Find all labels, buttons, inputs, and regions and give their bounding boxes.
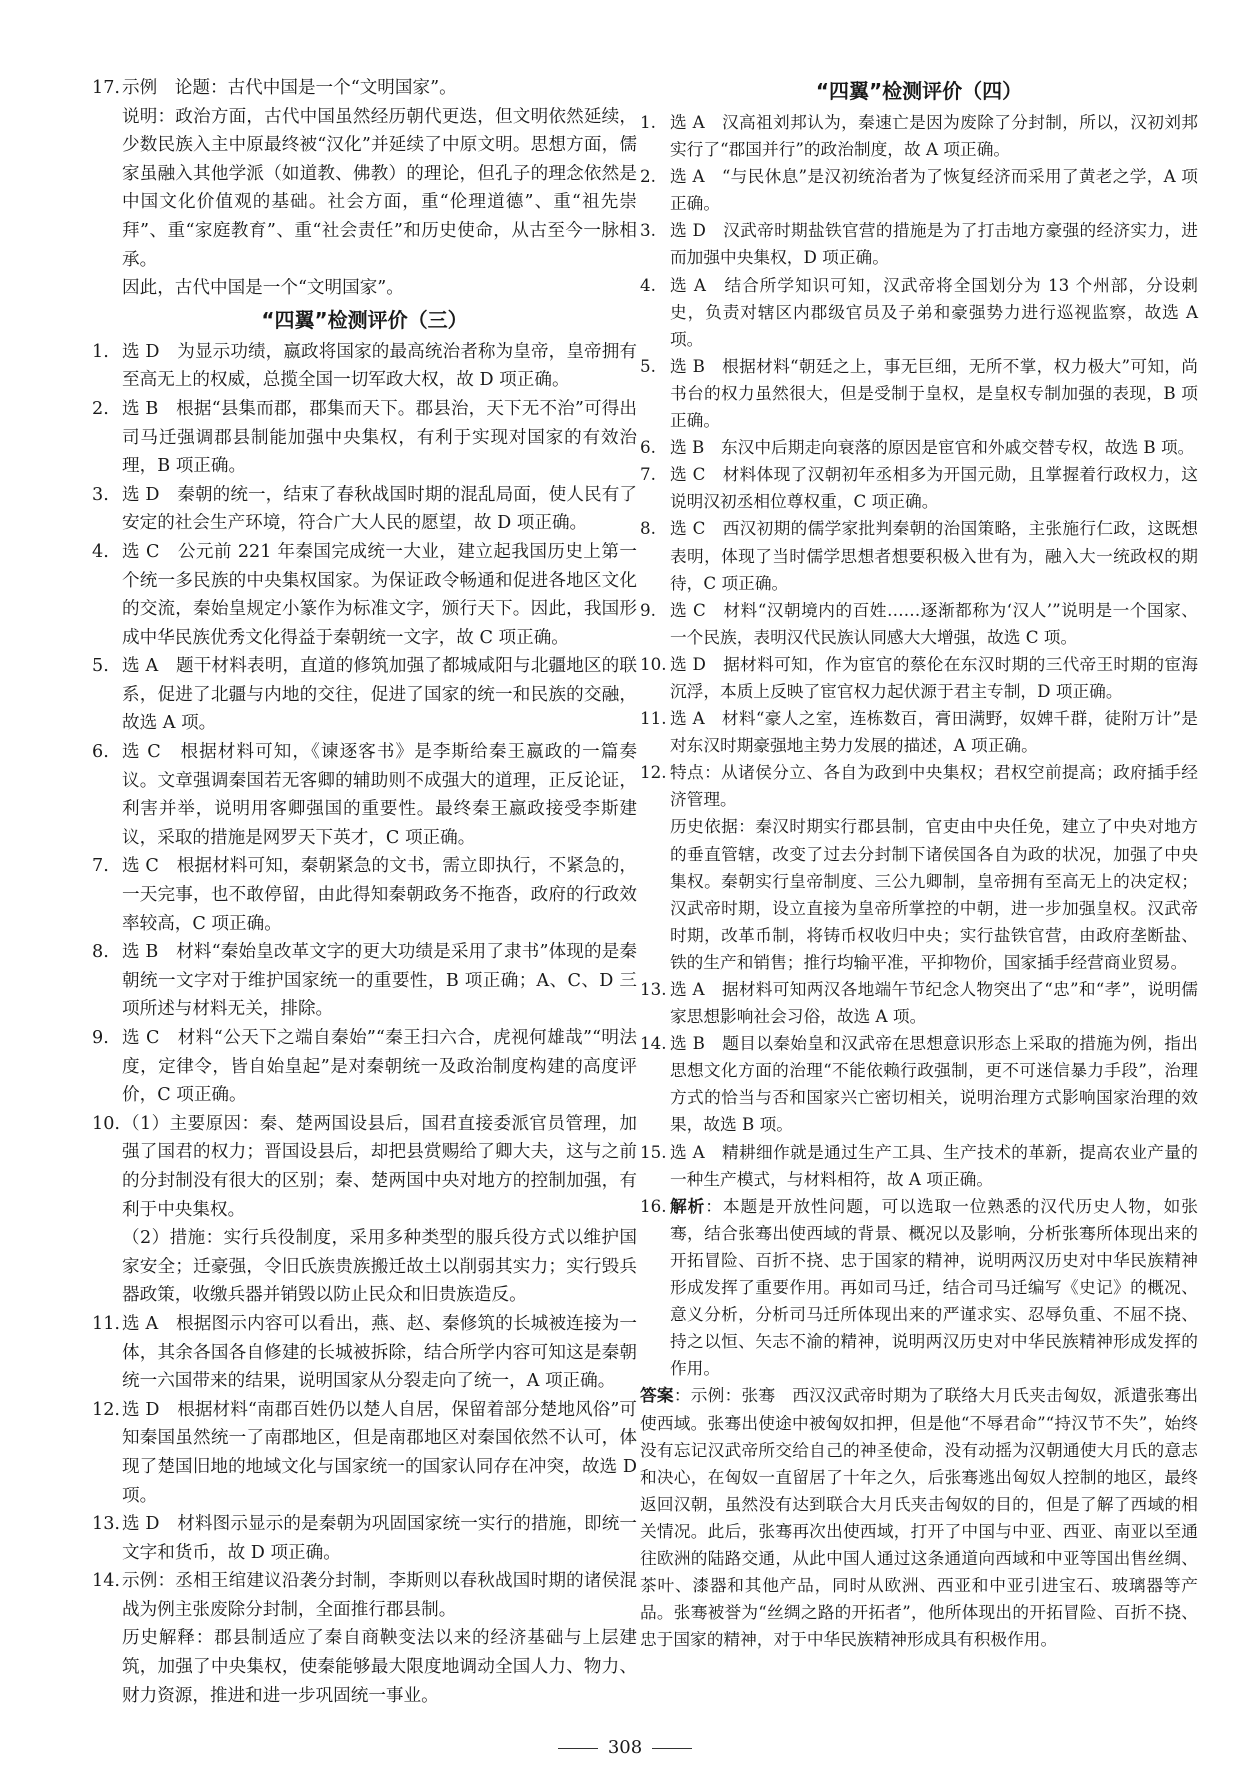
- answer-item: [92, 1396, 637, 1510]
- item-number: 14.: [92, 1571, 120, 1592]
- answer-list-3b: [92, 1310, 637, 1567]
- item-text: 选 D 汉武帝时期盐铁官营的措施是为了打击地方豪强的经济实力，进而加强中央集权，D 项正确。: [670, 220, 1198, 268]
- answer-r16: [640, 1193, 1198, 1383]
- item-number: 4.: [640, 274, 656, 295]
- answer-17-heading: 示例 论题：古代中国是一个“文明国家”。: [122, 78, 457, 98]
- answer-r12-features: 特点：从诸侯分立、各自为政到中央集权；君权空前提高；政府插手经济管理。: [670, 762, 1198, 810]
- item-text: 选 B 题目以秦始皇和汉武帝在思想意识形态上采取的措施为例，指出思想文化方面的治理“不能依赖行政强制，更不可迷信暴力手段”，治理方式的恰当与否和国家兴亡密切相关，说明治理方式影响国家治理的效果，故选 B 项。: [670, 1033, 1198, 1135]
- answer-17-conclusion: 因此，古代中国是一个“文明国家”。: [122, 278, 404, 299]
- left-column: [92, 74, 637, 1710]
- item-text: 选 C 材料“公天下之端自秦始”“秦王扫六合，虎视何雄哉”“明法度，定律令，皆自始皇起”是对秦朝统一及政治制度构建的高度评价，C 项正确。: [122, 1028, 637, 1106]
- analysis-label: 解析: [670, 1195, 706, 1216]
- answer-item: [640, 515, 1198, 596]
- item-text: 选 C 公元前 221 年秦国完成统一大业，建立起我国历史上第一个统一多民族的中央集权国家。为保证政令畅通和促进各地区文化的交流，秦始皇规定小篆作为标准文字，颁行天下。因此，我国形成中华民族优秀文化得益于秦朝统一文字，故 C 项正确。: [122, 541, 637, 648]
- item-number: 8.: [640, 518, 656, 539]
- item-number: 13.: [92, 1514, 120, 1535]
- answer-item: [92, 481, 637, 538]
- item-number: 9.: [92, 1028, 109, 1048]
- answer-item: [640, 217, 1198, 271]
- item-number: 7.: [92, 856, 109, 877]
- answer-item: [640, 976, 1198, 1030]
- page-number: [0, 1737, 1250, 1758]
- answer-item: [640, 597, 1198, 651]
- item-text: 选 A 材料“豪人之室，连栋数百，膏田满野，奴婢千群，徒附万计”是对东汉时期豪强地主势力发展的描述，A 项正确。: [670, 708, 1198, 756]
- item-text: 选 C 根据材料可知，《谏逐客书》是李斯给秦王嬴政的一篇奏议。文章强调秦国若无客卿的辅助则不成强大的道理，正反论证，利害并举，说明用客卿强国的重要性。最终秦王嬴政接受李斯建议，采取的措施是网罗天下英才，C 项正确。: [122, 742, 637, 848]
- item-text: 选 B 材料“秦始皇改革文字的更大功绩是采用了隶书”体现的是秦朝统一文字对于维护国家统一的重要性，B 项正确；A、C、D 三项所述与材料无关，排除。: [122, 942, 637, 1020]
- analysis-text: ：本题是开放性问题，可以选取一位熟悉的汉代历史人物，如张骞，结合张骞出使西域的背景、概况以及影响，分析张骞所体现出来的开拓冒险、百折不挠、忠于国家的精神，说明两汉历史对中华民族精神形成发挥了重要作用。再如司马迁，结合司马迁编写《史记》的概况、意义分析，分析司马迁所体现出来的严谨求实、忍辱负重、不屈不挠、持之以恒、矢志不渝的精神，说明两汉历史对中华民族精神形成发挥的作用。: [670, 1195, 1198, 1379]
- page-rule-left: [558, 1748, 598, 1749]
- item-text: 选 A 汉高祖刘邦认为，秦速亡是因为废除了分封制，所以，汉初刘邦实行了“郡国并行”的政治制度，故 A 项正确。: [670, 112, 1198, 160]
- item-number: 5.: [92, 656, 109, 677]
- item-text: 选 D 秦朝的统一，结束了春秋战国时期的混乱局面，使人民有了安定的社会生产环境，符合广大人民的愿望，故 D 项正确。: [122, 484, 637, 534]
- answer-item: [640, 353, 1198, 434]
- answer-item: [640, 651, 1198, 705]
- answer-item: [92, 338, 637, 395]
- item-number: 9.: [640, 599, 656, 620]
- answer-14: [92, 1567, 637, 1710]
- answer-item: [92, 938, 637, 1024]
- answer-14-example: 示例：丞相王绾建议沿袭分封制，李斯则以春秋战国时期的诸侯混战为例主张废除分封制，全面推行郡县制。: [122, 1571, 637, 1620]
- answer-14-explanation: 历史解释：郡县制适应了秦自商鞅变法以来的经济基础与上层建筑，加强了中央集权，使秦能够最大限度地调动全国人力、物力、财力资源，推进和进一步巩固统一事业。: [122, 1628, 637, 1706]
- item-text: 选 B 根据材料“朝廷之上，事无巨细，无所不掌，权力极大”可知，尚书台的权力虽然很大，但是受制于皇权，是皇权专制加强的表现，B 项正确。: [670, 355, 1198, 431]
- answer-item: [92, 852, 637, 938]
- item-text: 选 C 材料“汉朝境内的百姓……逐渐都称为‘汉人’”说明是一个国家、一个民族，表明汉代民族认同感大大增强，故选 C 项。: [670, 599, 1198, 647]
- answer-10-part-1: （1）主要原因：秦、楚两国设县后，国君直接委派官员管理，加强了国君的权力；晋国设县后，却把县赏赐给了卿大夫，这与之前的分封制没有很大的区别；秦、楚两国中央对地方的控制加强，有利于中央集权。: [122, 1113, 637, 1220]
- answer-10-part-2: （2）措施：实行兵役制度，采用多种类型的服兵役方式以维护国家安全；迁豪强，令旧氏族贵族搬迁故土以削弱其实力；实行毁兵器政策，收缴兵器并销毁以防止民众和旧贵族造反。: [122, 1228, 637, 1306]
- page-number-text: 308: [607, 1737, 643, 1758]
- answer-text: ：示例：张骞 西汉汉武帝时期为了联络大月氏夹击匈奴，派遣张骞出使西域。张骞出使途中被匈奴扣押，但是他“不辱君命”“持汉节不失”，始终没有忘记汉武帝所交给自己的神圣使命，没有动摇为汉朝通使大月氏的意志和决心，在匈奴一直留居了十年之久，后张骞逃出匈奴人控制的地区，最终返回汉朝，虽然没有达到联合大月氏夹击匈奴的目的，但是了解了西域的相关情况。此后，张骞再次出使西域，打开了中国与中亚、西亚、南亚以至通往欧洲的陆路交通，从此中国人通过这条通道向西域和中亚等国出售丝绸、茶叶、漆器和其他产品，同时从欧洲、西亚和中亚引进宝石、玻璃器等产品。张骞被誉为“丝绸之路的开拓者”，他所体现出的开拓冒险、百折不挠、忠于国家的精神，对于中华民族精神形成具有积极作用。: [640, 1385, 1199, 1650]
- item-number: 12.: [92, 1399, 120, 1420]
- section-heading-3: “四翼”检测评价（三）: [261, 307, 468, 332]
- answer-item: [92, 1310, 637, 1396]
- item-number: 1.: [92, 341, 109, 362]
- answer-item: [92, 1024, 637, 1110]
- item-number: 6.: [640, 437, 656, 458]
- section-heading-4: “四翼”检测评价（四）: [815, 79, 1023, 103]
- answer-item: [640, 163, 1198, 217]
- answer-item: [640, 461, 1198, 515]
- item-text: 选 B 根据“县集而郡，郡集而天下。郡县治，天下无不治”可得出司马迁强调郡县制能加强中央集权，有利于实现对国家的有效治理，B 项正确。: [122, 398, 637, 477]
- item-text: 选 A 根据图示内容可以看出，燕、赵、秦修筑的长城被连接为一体，其余各国各自修建的长城被拆除，结合所学内容可知这是秦朝统一六国带来的结果，说明国家从分裂走向了统一，A 项正确。: [122, 1313, 637, 1392]
- item-number: 3.: [92, 484, 109, 505]
- answer-item: [92, 1510, 637, 1567]
- answer-item: [640, 272, 1198, 353]
- right-column: [640, 74, 1198, 1653]
- item-number: 10.: [92, 1113, 120, 1134]
- item-text: 选 D 材料图示显示的是秦朝为巩固国家统一实行的措施，即统一文字和货币，故 D 项正确。: [122, 1514, 637, 1563]
- item-text: 选 A “与民休息”是汉初统治者为了恢复经济而采用了黄老之学，A 项正确。: [670, 166, 1198, 214]
- item-text: 选 A 题干材料表明，直道的修筑加强了都城咸阳与北疆地区的联系，促进了北疆与内地的交往，促进了国家的统一和民族的交融，故选 A 项。: [122, 656, 637, 734]
- item-number: 4.: [92, 541, 109, 562]
- answer-item: [92, 738, 637, 852]
- answer-r12: [640, 759, 1198, 976]
- page-rule-right: [652, 1748, 692, 1749]
- answer-list-4b: [640, 976, 1198, 1193]
- answer-item: [92, 652, 637, 738]
- item-text: 选 D 根据材料“南郡百姓仍以楚人自居，保留着部分楚地风俗”可知秦国虽然统一了南郡地区，但是南郡地区对秦国依然不认可，体现了楚国旧地的地域文化与国家统一的国家认同存在冲突，故选 D 项。: [122, 1399, 637, 1506]
- answer-r16-answer: [640, 1382, 1198, 1653]
- item-number: 14.: [640, 1033, 667, 1054]
- item-number: 11.: [92, 1313, 120, 1334]
- item-text: 选 D 据材料可知，作为宦官的蔡伦在东汉时期的三代帝王时期的宦海沉浮，本质上反映了宦官权力起伏源于君主专制，D 项正确。: [670, 653, 1198, 701]
- answer-item: [640, 434, 1198, 461]
- item-number: 16.: [640, 1195, 667, 1216]
- answer-10: [92, 1110, 637, 1310]
- item-number: 2.: [640, 166, 656, 187]
- answer-r12-evidence: 历史依据：秦汉时期实行郡县制，官吏由中央任免，建立了中央对地方的垂直管辖，改变了过去分封制下诸侯国各自为政的状况，加强了中央集权。秦朝实行皇帝制度、三公九卿制，皇帝拥有至高无上的决定权；汉武帝时期，设立直接为皇帝所掌控的中朝，进一步加强皇权。汉武帝时期，改革币制，将铸币权收归中央；实行盐铁官营，由政府垄断盐、铁的生产和销售；推行均输平准，平抑物价，国家插手经营商业贸易。: [670, 816, 1198, 972]
- answer-item: [640, 1030, 1198, 1138]
- item-number: 1.: [640, 112, 656, 132]
- item-text: 选 C 根据材料可知，秦朝紧急的文书，需立即执行，不紧急的，一天完事，也不敢停留，由此得知秦朝政务不拖沓，政府的行政效率较高，C 项正确。: [122, 856, 637, 934]
- item-text: 选 D 为显示功绩，嬴政将国家的最高统治者称为皇帝，皇帝拥有至高无上的权威，总揽全国一切军政大权，故 D 项正确。: [122, 341, 637, 391]
- answer-label: 答案: [640, 1385, 674, 1406]
- item-number: 5.: [640, 355, 656, 376]
- item-text: 选 A 结合所学知识可知，汉武帝将全国划分为 13 个州部，分设刺史，负责对辖区内郡级官员及子弟和豪强势力进行巡视监察，故选 A 项。: [670, 274, 1198, 349]
- item-text: 选 C 材料体现了汉朝初年丞相多为开国元勋，且掌握着行政权力，这说明汉初丞相位尊权重，C 项正确。: [670, 464, 1198, 512]
- item-number: 11.: [640, 708, 667, 729]
- item-number: 13.: [640, 979, 667, 999]
- item-text: 选 C 西汉初期的儒学家批判秦朝的治国策略，主张施行仁政，这既想表明，体现了当时儒学思想者想要积极入世有为，融入大一统政权的期待，C 项正确。: [670, 518, 1198, 593]
- answer-17: [92, 74, 637, 303]
- answer-r16-analysis: [670, 1193, 1198, 1383]
- item-number: 10.: [640, 653, 667, 674]
- item-number: 6.: [92, 742, 109, 763]
- item-number: 2.: [92, 398, 109, 419]
- item-number: 17.: [92, 78, 120, 98]
- item-number: 15.: [640, 1141, 667, 1162]
- item-number: 3.: [640, 220, 656, 241]
- item-text: 选 A 精耕细作就是通过生产工具、生产技术的革新，提高农业产量的一种生产模式，与材料相符，故 A 项正确。: [670, 1141, 1198, 1189]
- answer-list-4: [640, 109, 1198, 759]
- answer-item: [640, 109, 1198, 163]
- item-number: 8.: [92, 942, 109, 963]
- answer-17-explanation: 说明：政治方面，古代中国虽然经历朝代更迭，但文明依然延续，少数民族入主中原最终被“汉化”并延续了中原文明。思想方面，儒家虽融入其他学派（如道教、佛教）的理论，但孔子的理念依然是中国文化价值观的基础。社会方面，重“伦理道德”、重“祖先崇拜”、重“家庭教育”、重“社会责任”和历史使命，从古至今一脉相承。: [122, 106, 637, 270]
- item-number: 7.: [640, 464, 656, 485]
- answer-item: [92, 538, 637, 652]
- item-text: 选 A 据材料可知两汉各地端午节纪念人物突出了“忠”和“孝”，说明儒家思想影响社会习俗，故选 A 项。: [670, 979, 1198, 1027]
- answer-item: [640, 705, 1198, 759]
- item-text: 选 B 东汉中后期走向衰落的原因是宦官和外戚交替专权，故选 B 项。: [670, 437, 1195, 458]
- answer-item: [640, 1139, 1198, 1193]
- answer-list-3: [92, 338, 637, 1110]
- item-number: 12.: [640, 762, 667, 783]
- answer-item: [92, 395, 637, 481]
